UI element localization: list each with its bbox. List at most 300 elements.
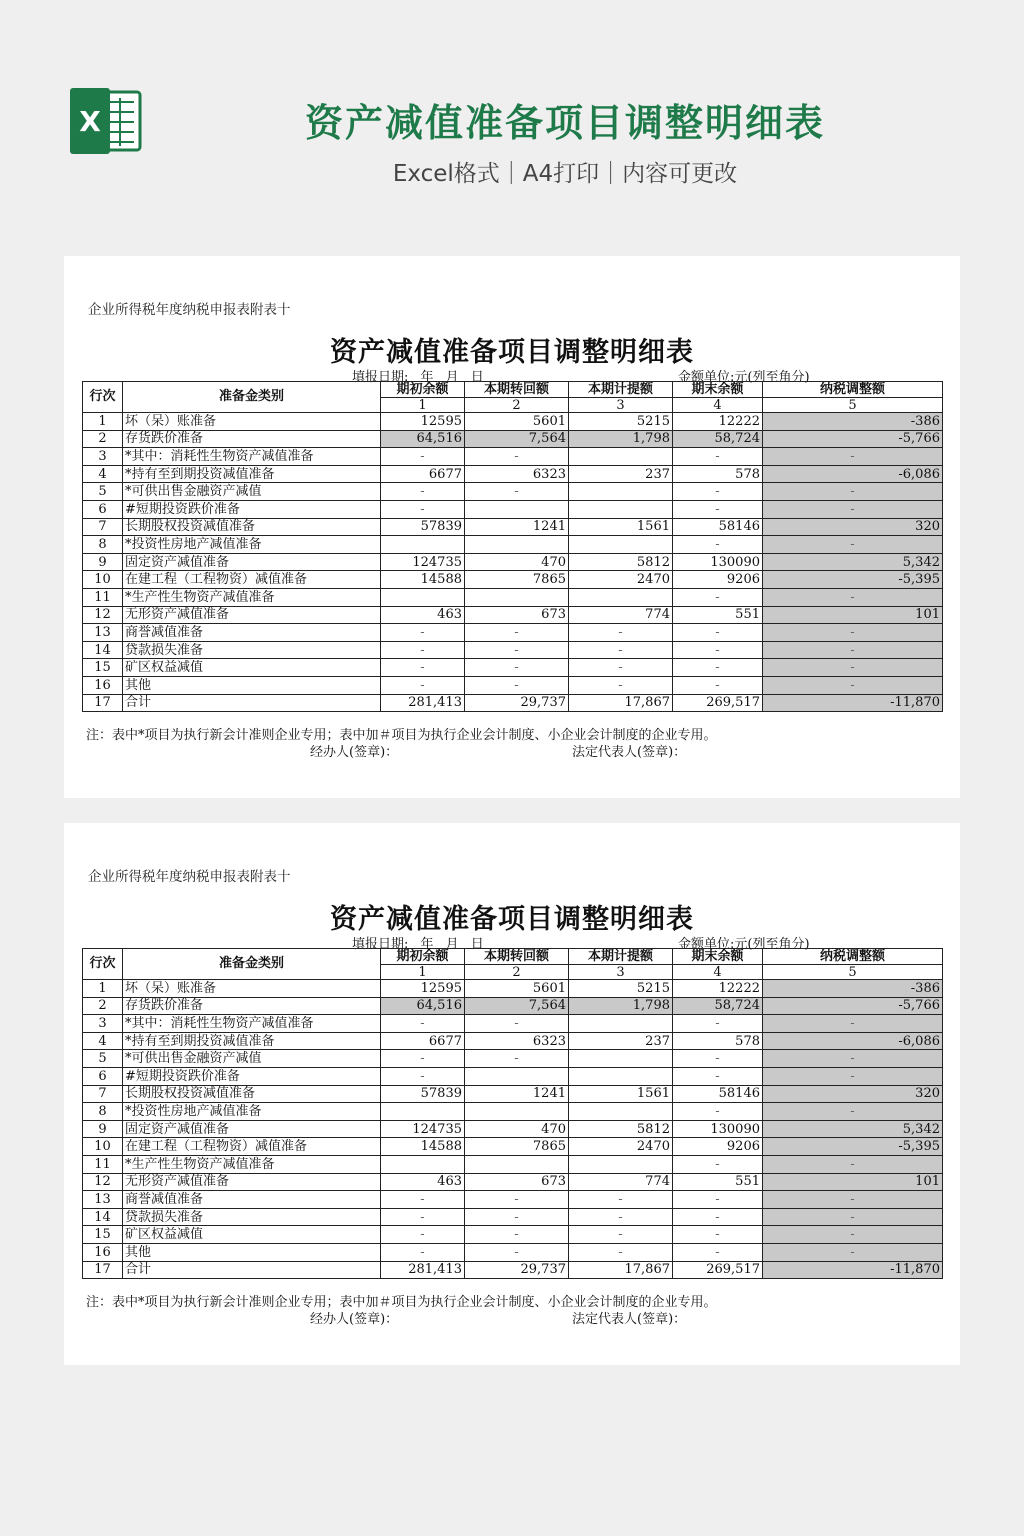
fill-date: 填报日期: 年 月 日 (352, 937, 484, 952)
cell-c3 (569, 448, 673, 466)
row-number: 1 (83, 413, 123, 431)
table-row (83, 430, 943, 448)
cell-c5: - (763, 1208, 943, 1226)
cell-c1: 124735 (381, 553, 465, 571)
cell-c4: - (673, 1226, 763, 1244)
table-row (83, 694, 943, 712)
cell-c4: - (673, 1067, 763, 1085)
cell-c5: -11,870 (763, 694, 943, 712)
header-c2: 本期转回额 (465, 949, 569, 965)
row-number: 6 (83, 500, 123, 518)
cell-c5: -386 (763, 413, 943, 431)
row-number: 17 (83, 694, 123, 712)
row-number: 5 (83, 1050, 123, 1068)
cell-c5: - (763, 1103, 943, 1121)
cell-c2 (465, 500, 569, 518)
amount-unit: 金额单位:元(列至角分) (678, 937, 810, 952)
cell-c2: 29,737 (465, 1261, 569, 1279)
cell-c2: 7865 (465, 571, 569, 589)
header-c4: 期末余额 (673, 382, 763, 398)
row-number: 17 (83, 1261, 123, 1279)
cell-c5: -5,766 (763, 997, 943, 1015)
table-row (83, 465, 943, 483)
cell-c1: 64,516 (381, 997, 465, 1015)
cell-c2: - (465, 624, 569, 642)
table-row (83, 413, 943, 431)
cell-c1 (381, 1155, 465, 1173)
cell-c2: - (465, 676, 569, 694)
cell-c4: 58146 (673, 518, 763, 536)
cell-c2 (465, 588, 569, 606)
row-number: 13 (83, 1191, 123, 1209)
cell-c5: 320 (763, 1085, 943, 1103)
cell-c3: - (569, 1208, 673, 1226)
cell-c1: 14588 (381, 571, 465, 589)
cell-c2 (465, 1103, 569, 1121)
header-c4: 期末余额 (673, 949, 763, 965)
header-col-number: 3 (569, 965, 673, 980)
cell-c2: - (465, 448, 569, 466)
row-category: *投资性房地产减值准备 (123, 1103, 381, 1121)
table-row (83, 1208, 943, 1226)
row-category: 存货跌价准备 (123, 430, 381, 448)
row-number: 12 (83, 1173, 123, 1191)
table-row (83, 997, 943, 1015)
table-row (83, 1120, 943, 1138)
cell-c3: 2470 (569, 1138, 673, 1156)
row-category: 坏（呆）账准备 (123, 980, 381, 998)
cell-c4: - (673, 659, 763, 677)
row-category: *其中：消耗性生物资产减值准备 (123, 448, 381, 466)
cell-c1: 281,413 (381, 694, 465, 712)
row-number: 11 (83, 588, 123, 606)
attachment-label: 企业所得税年度纳税申报表附表十 (88, 869, 291, 885)
row-category: *可供出售金融资产减值 (123, 483, 381, 501)
row-number: 15 (83, 1226, 123, 1244)
row-number: 2 (83, 430, 123, 448)
row-category: 固定资产减值准备 (123, 553, 381, 571)
cell-c1: 124735 (381, 1120, 465, 1138)
cell-c4: - (673, 500, 763, 518)
row-category: 其他 (123, 1243, 381, 1261)
row-number: 4 (83, 465, 123, 483)
cell-c3: 5812 (569, 553, 673, 571)
cell-c1: 14588 (381, 1138, 465, 1156)
cell-c1: 281,413 (381, 1261, 465, 1279)
cell-c2: - (465, 1226, 569, 1244)
cell-c2 (465, 1067, 569, 1085)
cell-c1: 12595 (381, 413, 465, 431)
row-category: 在建工程（工程物资）减值准备 (123, 571, 381, 589)
table-row (83, 1261, 943, 1279)
row-number: 13 (83, 624, 123, 642)
cell-c3: 17,867 (569, 1261, 673, 1279)
table-row (83, 1085, 943, 1103)
cell-c1: 57839 (381, 518, 465, 536)
cell-c5: - (763, 483, 943, 501)
header-c2: 本期转回额 (465, 382, 569, 398)
cell-c5: 101 (763, 1173, 943, 1191)
cell-c3 (569, 1015, 673, 1033)
cell-c1: 463 (381, 1173, 465, 1191)
cell-c4: - (673, 641, 763, 659)
table-row (83, 1015, 943, 1033)
row-category: *其中：消耗性生物资产减值准备 (123, 1015, 381, 1033)
row-number: 10 (83, 1138, 123, 1156)
cell-c3 (569, 500, 673, 518)
cell-c5: - (763, 1015, 943, 1033)
row-category: 矿区权益减值 (123, 659, 381, 677)
cell-c4: - (673, 448, 763, 466)
legal-rep-signature: 法定代表人(签章)： (572, 745, 687, 760)
cell-c3 (569, 1067, 673, 1085)
cell-c3: 237 (569, 465, 673, 483)
cell-c3: 1561 (569, 1085, 673, 1103)
promo-header (0, 0, 1024, 240)
cell-c4: - (673, 1243, 763, 1261)
cell-c4: 9206 (673, 571, 763, 589)
adjustment-table (82, 948, 943, 1279)
header-col-number: 2 (465, 398, 569, 413)
header-row-no: 行次 (83, 382, 123, 413)
cell-c5: - (763, 641, 943, 659)
cell-c1: 57839 (381, 1085, 465, 1103)
row-number: 6 (83, 1067, 123, 1085)
table-row (83, 500, 943, 518)
table-row (83, 624, 943, 642)
row-number: 8 (83, 1103, 123, 1121)
cell-c5: 5,342 (763, 1120, 943, 1138)
table-row (83, 1032, 943, 1050)
cell-c5: - (763, 1050, 943, 1068)
cell-c1: - (381, 1243, 465, 1261)
table-row (83, 1103, 943, 1121)
table-row (83, 1138, 943, 1156)
adjustment-table (82, 381, 943, 712)
cell-c3: - (569, 641, 673, 659)
cell-c3: 17,867 (569, 694, 673, 712)
cell-c3: 1561 (569, 518, 673, 536)
cell-c2: 5601 (465, 980, 569, 998)
row-category: *投资性房地产减值准备 (123, 536, 381, 554)
cell-c1: - (381, 448, 465, 466)
cell-c1: 6677 (381, 465, 465, 483)
cell-c2: 1241 (465, 1085, 569, 1103)
cell-c1: - (381, 483, 465, 501)
handler-signature: 经办人(签章)： (310, 1312, 399, 1327)
header-category: 准备金类别 (123, 382, 381, 413)
cell-c4: - (673, 1155, 763, 1173)
cell-c1: - (381, 500, 465, 518)
table-row (83, 659, 943, 677)
row-number: 9 (83, 553, 123, 571)
cell-c4: 269,517 (673, 1261, 763, 1279)
cell-c2: - (465, 641, 569, 659)
row-number: 14 (83, 1208, 123, 1226)
cell-c4: - (673, 1015, 763, 1033)
cell-c2: 470 (465, 1120, 569, 1138)
table-row (83, 1155, 943, 1173)
cell-c2: 6323 (465, 465, 569, 483)
cell-c2: - (465, 1243, 569, 1261)
row-category: 固定资产减值准备 (123, 1120, 381, 1138)
footnote: 注：表中*项目为执行新会计准则企业专用；表中加＃项目为执行企业会计制度、小企业会计制度的企业专用。 (86, 1295, 717, 1310)
row-number: 7 (83, 518, 123, 536)
row-category: 无形资产减值准备 (123, 606, 381, 624)
form-title: 资产减值准备项目调整明细表 (330, 904, 694, 935)
footnote: 注：表中*项目为执行新会计准则企业专用；表中加＃项目为执行企业会计制度、小企业会计制度的企业专用。 (86, 728, 717, 743)
attachment-label: 企业所得税年度纳税申报表附表十 (88, 302, 291, 318)
cell-c4: - (673, 588, 763, 606)
table-row (83, 588, 943, 606)
cell-c5: - (763, 659, 943, 677)
cell-c3: 5812 (569, 1120, 673, 1138)
row-category: *可供出售金融资产减值 (123, 1050, 381, 1068)
cell-c2: 5601 (465, 413, 569, 431)
cell-c4: - (673, 536, 763, 554)
table-row (83, 483, 943, 501)
table-row (83, 641, 943, 659)
table-row (83, 980, 943, 998)
cell-c5: - (763, 536, 943, 554)
row-category: 长期股权投资减值准备 (123, 518, 381, 536)
cell-c5: - (763, 1191, 943, 1209)
cell-c5: - (763, 500, 943, 518)
header-col-number: 4 (673, 965, 763, 980)
header-col-number: 3 (569, 398, 673, 413)
cell-c2: 1241 (465, 518, 569, 536)
cell-c4: 130090 (673, 1120, 763, 1138)
cell-c5: -5,395 (763, 571, 943, 589)
cell-c2: - (465, 659, 569, 677)
row-number: 7 (83, 1085, 123, 1103)
row-category: *生产性生物资产减值准备 (123, 1155, 381, 1173)
cell-c2: 6323 (465, 1032, 569, 1050)
cell-c1 (381, 536, 465, 554)
fill-date: 填报日期: 年 月 日 (352, 370, 484, 385)
cell-c1: 6677 (381, 1032, 465, 1050)
row-category: 无形资产减值准备 (123, 1173, 381, 1191)
row-number: 16 (83, 1243, 123, 1261)
table-row (83, 448, 943, 466)
cell-c3: 774 (569, 1173, 673, 1191)
row-number: 4 (83, 1032, 123, 1050)
cell-c5: -5,766 (763, 430, 943, 448)
cell-c3 (569, 1155, 673, 1173)
cell-c2 (465, 1155, 569, 1173)
cell-c1 (381, 588, 465, 606)
row-number: 15 (83, 659, 123, 677)
cell-c2: - (465, 483, 569, 501)
cell-c3: - (569, 624, 673, 642)
row-category: 贷款损失准备 (123, 1208, 381, 1226)
cell-c5: -11,870 (763, 1261, 943, 1279)
cell-c3 (569, 1103, 673, 1121)
cell-c3 (569, 536, 673, 554)
cell-c4: - (673, 1050, 763, 1068)
cell-c4: 269,517 (673, 694, 763, 712)
cell-c5: -386 (763, 980, 943, 998)
cell-c4: 551 (673, 606, 763, 624)
cell-c5: -5,395 (763, 1138, 943, 1156)
cell-c2: 7,564 (465, 997, 569, 1015)
cell-c3: - (569, 1191, 673, 1209)
cell-c5: - (763, 1226, 943, 1244)
cell-c4: - (673, 1103, 763, 1121)
cell-c5: - (763, 676, 943, 694)
cell-c1: - (381, 1015, 465, 1033)
header-c1: 期初余额 (381, 382, 465, 398)
header-c3: 本期计提额 (569, 949, 673, 965)
cell-c5: 101 (763, 606, 943, 624)
table-row (83, 606, 943, 624)
handler-signature: 经办人(签章)： (310, 745, 399, 760)
row-category: 商誉减值准备 (123, 1191, 381, 1209)
table-row (83, 676, 943, 694)
row-category: *持有至到期投资减值准备 (123, 1032, 381, 1050)
cell-c4: 9206 (673, 1138, 763, 1156)
cell-c3 (569, 483, 673, 501)
cell-c4: 58146 (673, 1085, 763, 1103)
cell-c1 (381, 1103, 465, 1121)
cell-c1: - (381, 1226, 465, 1244)
cell-c3: - (569, 1243, 673, 1261)
legal-rep-signature: 法定代表人(签章)： (572, 1312, 687, 1327)
cell-c4: 130090 (673, 553, 763, 571)
row-number: 5 (83, 483, 123, 501)
header-category: 准备金类别 (123, 949, 381, 980)
table-row (83, 1243, 943, 1261)
cell-c3: 237 (569, 1032, 673, 1050)
cell-c5: -6,086 (763, 1032, 943, 1050)
promo-title: 资产减值准备项目调整明细表 (304, 101, 825, 145)
row-category: 其他 (123, 676, 381, 694)
table-row (83, 536, 943, 554)
header-c1: 期初余额 (381, 949, 465, 965)
row-number: 12 (83, 606, 123, 624)
row-number: 9 (83, 1120, 123, 1138)
cell-c3: - (569, 1226, 673, 1244)
cell-c4: - (673, 483, 763, 501)
row-category: 合计 (123, 1261, 381, 1279)
cell-c3: 2470 (569, 571, 673, 589)
cell-c4: 578 (673, 1032, 763, 1050)
header-col-number: 5 (763, 965, 943, 980)
cell-c3: 5215 (569, 980, 673, 998)
cell-c4: - (673, 1191, 763, 1209)
cell-c5: 5,342 (763, 553, 943, 571)
cell-c1: - (381, 641, 465, 659)
excel-icon (68, 86, 142, 156)
cell-c1: - (381, 676, 465, 694)
sheet-preview-2 (64, 823, 960, 1365)
cell-c2: - (465, 1191, 569, 1209)
row-category: 商誉减值准备 (123, 624, 381, 642)
row-number: 14 (83, 641, 123, 659)
cell-c4: 58,724 (673, 430, 763, 448)
cell-c1: - (381, 1067, 465, 1085)
cell-c1: - (381, 624, 465, 642)
header-c5: 纳税调整额 (763, 949, 943, 965)
row-category: *持有至到期投资减值准备 (123, 465, 381, 483)
table-row (83, 518, 943, 536)
cell-c5: - (763, 588, 943, 606)
cell-c2 (465, 536, 569, 554)
cell-c1: - (381, 1050, 465, 1068)
header-row-no: 行次 (83, 949, 123, 980)
cell-c3: 774 (569, 606, 673, 624)
table-row (83, 1173, 943, 1191)
cell-c3: 1,798 (569, 430, 673, 448)
cell-c5: - (763, 624, 943, 642)
row-number: 2 (83, 997, 123, 1015)
table-row (83, 1050, 943, 1068)
sheet-preview-1 (64, 256, 960, 798)
cell-c4: 12222 (673, 413, 763, 431)
row-number: 3 (83, 448, 123, 466)
row-number: 3 (83, 1015, 123, 1033)
row-category: 坏（呆）账准备 (123, 413, 381, 431)
row-category: 矿区权益减值 (123, 1226, 381, 1244)
row-number: 1 (83, 980, 123, 998)
cell-c2: - (465, 1208, 569, 1226)
cell-c5: - (763, 1155, 943, 1173)
row-category: 存货跌价准备 (123, 997, 381, 1015)
cell-c2: 29,737 (465, 694, 569, 712)
promo-subtitle: Excel格式｜A4打印｜内容可更改 (392, 161, 738, 187)
cell-c5: -6,086 (763, 465, 943, 483)
row-category: #短期投资跌价准备 (123, 1067, 381, 1085)
row-category: 贷款损失准备 (123, 641, 381, 659)
row-number: 11 (83, 1155, 123, 1173)
cell-c2: 673 (465, 1173, 569, 1191)
cell-c1: 463 (381, 606, 465, 624)
cell-c1: 64,516 (381, 430, 465, 448)
cell-c5: 320 (763, 518, 943, 536)
cell-c3: 1,798 (569, 997, 673, 1015)
cell-c4: 58,724 (673, 997, 763, 1015)
cell-c4: - (673, 624, 763, 642)
cell-c2: - (465, 1050, 569, 1068)
cell-c1: - (381, 659, 465, 677)
row-number: 16 (83, 676, 123, 694)
cell-c5: - (763, 1067, 943, 1085)
row-category: #短期投资跌价准备 (123, 500, 381, 518)
row-category: 在建工程（工程物资）减值准备 (123, 1138, 381, 1156)
cell-c5: - (763, 1243, 943, 1261)
table-row (83, 1067, 943, 1085)
header-col-number: 1 (381, 965, 465, 980)
cell-c2: 7,564 (465, 430, 569, 448)
cell-c4: 551 (673, 1173, 763, 1191)
row-number: 8 (83, 536, 123, 554)
cell-c2: 673 (465, 606, 569, 624)
header-c3: 本期计提额 (569, 382, 673, 398)
cell-c1: - (381, 1191, 465, 1209)
cell-c2: 7865 (465, 1138, 569, 1156)
cell-c4: 578 (673, 465, 763, 483)
svg-text:X: X (79, 105, 101, 138)
form-title: 资产减值准备项目调整明细表 (330, 337, 694, 368)
cell-c5: - (763, 448, 943, 466)
cell-c1: - (381, 1208, 465, 1226)
header-c5: 纳税调整额 (763, 382, 943, 398)
cell-c1: 12595 (381, 980, 465, 998)
row-category: 合计 (123, 694, 381, 712)
table-row (83, 553, 943, 571)
table-row (83, 1191, 943, 1209)
row-number: 10 (83, 571, 123, 589)
